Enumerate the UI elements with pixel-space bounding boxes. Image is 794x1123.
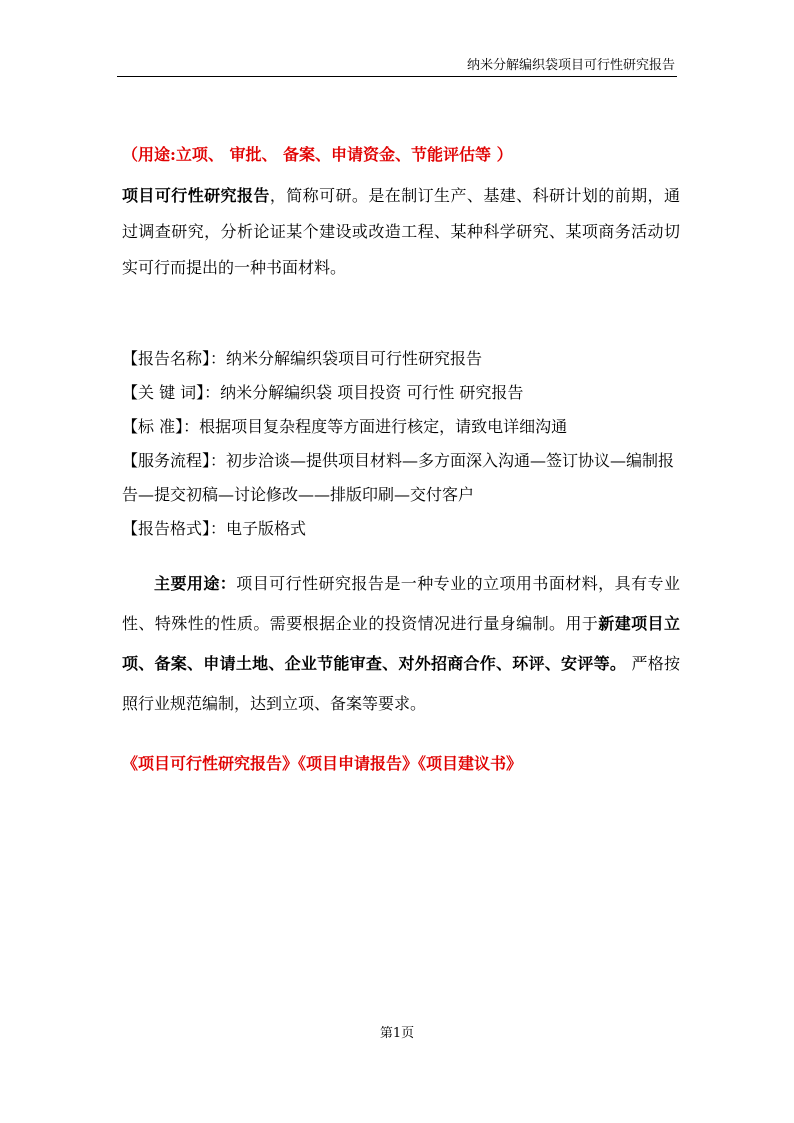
page-header-title: 纳米分解编织袋项目可行性研究报告 — [466, 58, 675, 73]
header-rule — [117, 76, 677, 77]
usage-paragraph — [122, 564, 680, 724]
page-number: 第1页 — [379, 1026, 415, 1041]
meta-keywords: 【关 键 词】：纳米分解编织袋 项目投资 可行性 研究报告 — [122, 383, 524, 402]
document-body — [122, 142, 680, 778]
report-meta — [122, 342, 680, 546]
intro-paragraph — [122, 178, 680, 286]
usage-bold-uses: 新建项目立项、备案、申请土地、企业节能审查、对外招商合作、环评、安评等。 — [122, 614, 680, 673]
related-reports: 《项目可行性研究报告》《项目申请报告》《项目建议书》 — [122, 754, 523, 773]
meta-standard: 【标 准】：根据项目复杂程度等方面进行核定，请致电详细沟通 — [122, 417, 568, 436]
usage-text-1: 项目可行性研究报告是一种专业的立项用书面材料，具有专业性、特殊性的性质。需要根据企业的投资情况进行量身编制。用于 — [122, 574, 680, 633]
intro-text: ，简称可研。是在制订生产、基建、科研计划的前期，通过调查研究，分析论证某个建设或改造工程、某种科学研究、某项商务活动切实可行而提出的一种书面材料。 — [122, 186, 680, 277]
intro-bold-lead: 项目可行性研究报告 — [122, 186, 270, 205]
usage-label: 主要用途： — [154, 574, 237, 593]
purpose-line: （用途:立项、 审批、 备案、申请资金、节能评估等 ） — [122, 145, 513, 164]
meta-report-format: 【报告格式】：电子版格式 — [122, 519, 307, 538]
meta-report-name: 【报告名称】：纳米分解编织袋项目可行性研究报告 — [122, 349, 483, 368]
meta-service-process: 【服务流程】：初步洽谈—提供项目材料—多方面深入沟通—签订协议—编制报告—提交初稿—讨论修改——排版印刷—交付客户 — [122, 451, 675, 504]
usage-text-2: 严格按照行业规范编制，达到立项、备案等要求。 — [122, 654, 680, 713]
